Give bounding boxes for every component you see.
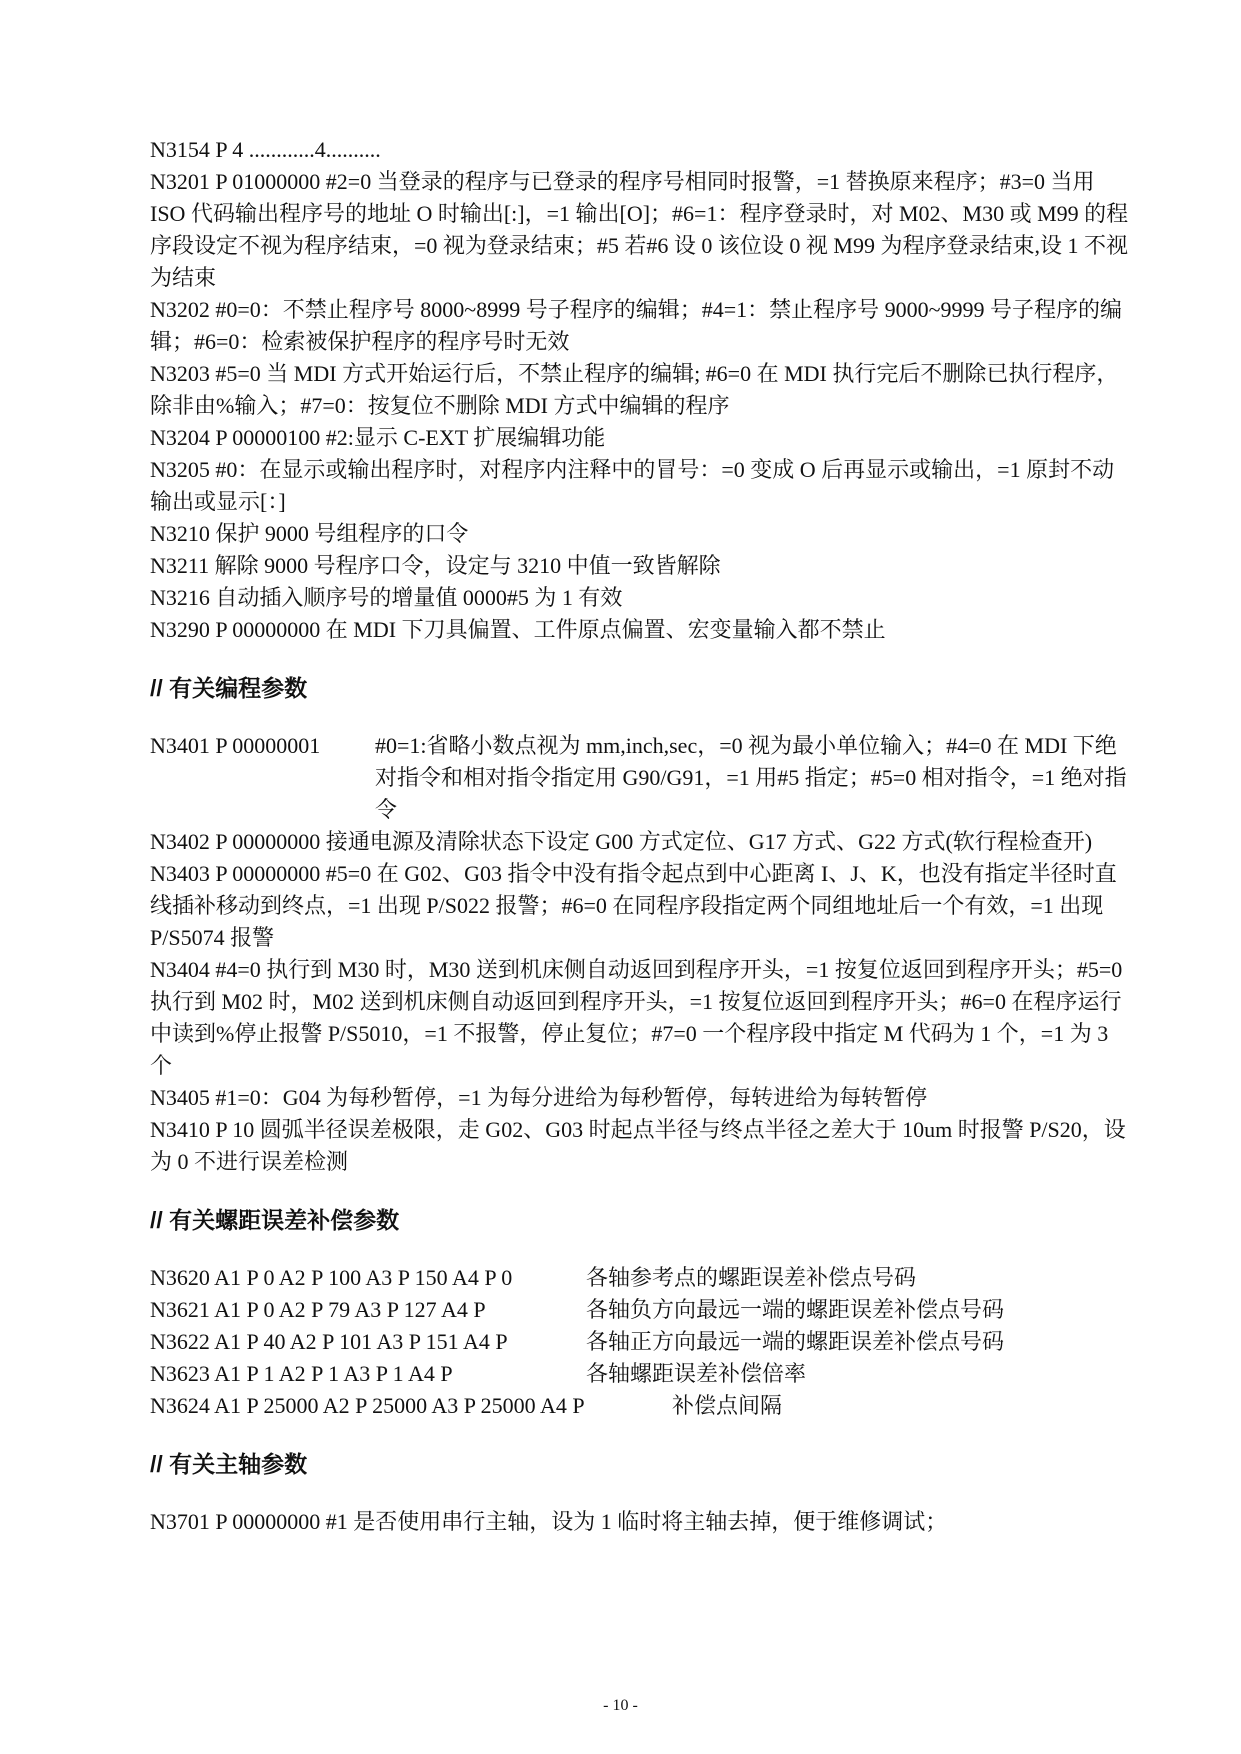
param-n3403: N3403 P 00000000 #5=0 在 G02、G03 指令中没有指令起点到中心距离 I、J、K，也没有指定半径时直线插补移动到终点，=1 出现 P/S022 报警；#6=0 在同程序段指定两个同组地址后一个有效，=1 出现 P/S5074 报警 [150, 861, 1117, 950]
param-n3210: N3210 保护 9000 号组程序的口令 [150, 521, 469, 546]
section-heading-pitch: // 有关螺距误差补偿参数 [150, 1207, 400, 1233]
param-n3623 [150, 1358, 1130, 1390]
section-heading-spindle: // 有关主轴参数 [150, 1451, 308, 1477]
param-desc: 补偿点间隔 [672, 1393, 783, 1418]
param-n3211: N3211 解除 9000 号程序口令，设定与 3210 中值一致皆解除 [150, 553, 721, 578]
param-n3621 [150, 1294, 1130, 1326]
param-n3203: N3203 #5=0 当 MDI 方式开始运行后，不禁止程序的编辑; #6=0 在 MDI 执行完后不删除已执行程序，除非由%输入；#7=0：按复位不删除 MDI 方式中编辑的程序 [150, 361, 1119, 418]
param-n3622 [150, 1326, 1130, 1358]
param-desc: 各轴负方向最远一端的螺距误差补偿点号码 [586, 1297, 1005, 1322]
param-code: N3624 A1 P 25000 A2 P 25000 A3 P 25000 A4 P [150, 1393, 585, 1418]
param-n3620 [150, 1262, 1130, 1294]
param-n3405: N3405 #1=0：G04 为每秒暂停，=1 为每分进给为每秒暂停，每转进给为每转暂停 [150, 1085, 928, 1110]
param-desc: 各轴正方向最远一端的螺距误差补偿点号码 [586, 1329, 1005, 1354]
param-n3624 [150, 1390, 1130, 1422]
param-n3202: N3202 #0=0：不禁止程序号 8000~8999 号子程序的编辑；#4=1：禁止程序号 9000~9999 号子程序的编辑；#6=0：检索被保护程序的程序号时无效 [150, 297, 1123, 354]
page-content [150, 134, 1130, 1538]
param-n3201: N3201 P 01000000 #2=0 当登录的程序与已登录的程序号相同时报警，=1 替换原来程序；#3=0 当用 ISO 代码输出程序号的地址 O 时输出[:]，=1 输出[O]；#6=1：程序登录时，对 M02、M30 或 M99 的程序段设定不视为程序结束，=0 视为登录结束；#5 若#6 设 0 该位设 0 视 M99 为程序登录结束,设 1 不视为结束 [150, 169, 1129, 290]
param-n3154: N3154 P 4 ............4.......... [150, 137, 381, 162]
param-n3204: N3204 P 00000100 #2:显示 C-EXT 扩展编辑功能 [150, 425, 606, 450]
param-code: N3622 A1 P 40 A2 P 101 A3 P 151 A4 P [150, 1329, 508, 1354]
param-n3401-desc: #0=1:省略小数点视为 mm,inch,sec，=0 视为最小单位输入；#4=0 在 MDI 下绝对指令和相对指令指定用 G90/G91，=1 用#5 指定；#5=0 相对指令，=1 绝对指令 [375, 733, 1127, 822]
param-n3205: N3205 #0：在显示或输出程序时，对程序内注释中的冒号：=0 变成 O 后再显示或输出，=1 原封不动输出或显示[：] [150, 457, 1115, 514]
param-code: N3621 A1 P 0 A2 P 79 A3 P 127 A4 P [150, 1297, 486, 1322]
param-n3410: N3410 P 10 圆弧半径误差极限，走 G02、G03 时起点半径与终点半径之差大于 10um 时报警 P/S20，设为 0 不进行误差检测 [150, 1117, 1126, 1174]
param-n3701: N3701 P 00000000 #1 是否使用串行主轴，设为 1 临时将主轴去掉，便于维修调试； [150, 1509, 948, 1534]
param-desc: 各轴参考点的螺距误差补偿点号码 [586, 1265, 917, 1290]
param-n3401 [150, 730, 1130, 826]
param-n3216: N3216 自动插入顺序号的增量值 0000#5 为 1 有效 [150, 585, 623, 610]
param-n3290: N3290 P 00000000 在 MDI 下刀具偏置、工件原点偏置、宏变量输入都不禁止 [150, 617, 886, 642]
param-desc: 各轴螺距误差补偿倍率 [586, 1361, 807, 1386]
param-code: N3620 A1 P 0 A2 P 100 A3 P 150 A4 P 0 [150, 1265, 513, 1290]
page-number: - 10 - [603, 1697, 638, 1714]
param-n3401-code: N3401 P 00000001 [150, 733, 321, 758]
param-n3404: N3404 #4=0 执行到 M30 时，M30 送到机床侧自动返回到程序开头，=1 按复位返回到程序开头；#5=0 执行到 M02 时，M02 送到机床侧自动返回到程序开头，=1 按复位返回到程序开头；#6=0 在程序运行中读到%停止报警 P/S5010，=1 不报警，停止复位；#7=0 一个程序段中指定 M 代码为 1 个，=1 为 3 个 [150, 957, 1123, 1078]
param-n3402: N3402 P 00000000 接通电源及清除状态下设定 G00 方式定位、G17 方式、G22 方式(软行程检查开) [150, 829, 1093, 854]
section-heading-programming: // 有关编程参数 [150, 675, 308, 701]
param-code: N3623 A1 P 1 A2 P 1 A3 P 1 A4 P [150, 1361, 453, 1386]
